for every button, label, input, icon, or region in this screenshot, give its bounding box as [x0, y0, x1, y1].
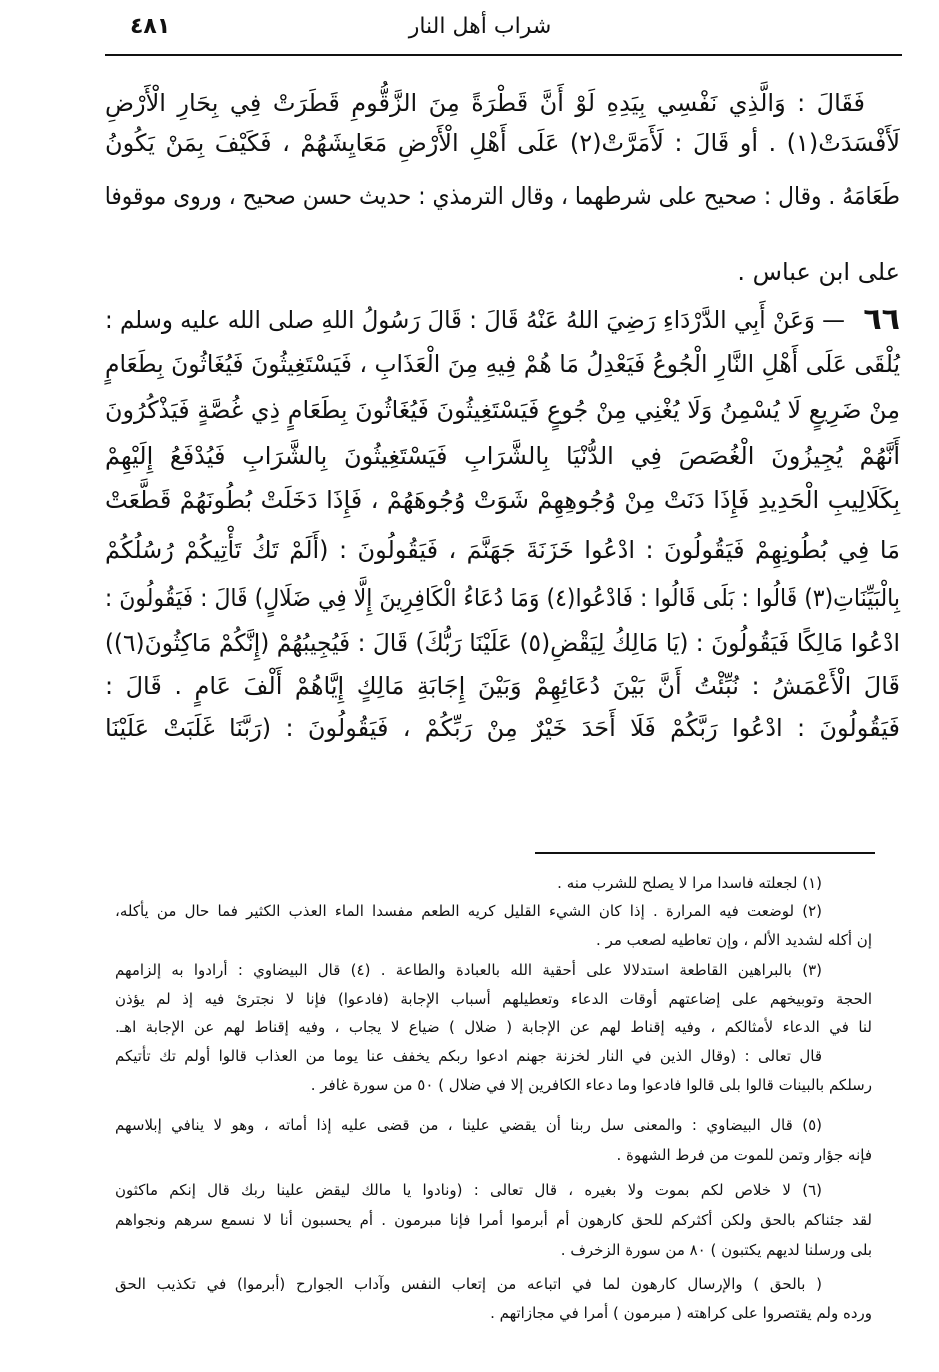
- hadith-number-text: ٦٦: [863, 302, 900, 337]
- footnote-line: لقد جئناكم بالحق ولكن أكثركم للحق كارهون أم أبرموا أمرا فإنا مبرمون . أم يحسبون أنا لا نسمع سرهم ونجواهم: [115, 1211, 872, 1229]
- text-line: طَعَامَهُ . وقال : صحيح على شرطهما ، وقال الترمذي : حديث حسن صحيح ، وروى موقوفا: [104, 182, 900, 210]
- text-line: مَا فِي بُطُونِهِمْ فَيَقُولُونَ : ادْعُوا خَزَنَةَ جَهَنَّمَ ، فَيَقُولُونَ : (أَلَمْ تَكُ تَأْتِيكُمْ رُسُلُكُمْ: [105, 536, 900, 564]
- text-line: يُلْقَى عَلَى أَهْلِ النَّارِ الْجُوعُ فَيَعْدِلُ مَا هُمْ فِيهِ مِنَ الْعَذَابِ ، فَيَسْتَغِيثُونَ فَيُغَاثُونَ بِطَعَامٍ: [105, 350, 900, 378]
- footnote-line: فإنه جؤار وتمن للموت من فرط الشهوة .: [616, 1146, 872, 1164]
- text-line: بِكَلَالِيبِ الْحَدِيدِ فَإِذَا دَنَتْ مِنْ وُجُوهِهِمْ شَوَتْ وُجُوهَهُمْ ، فَإِذَا دَخَلَتْ بُطُونَهُمْ قَطَّعَتْ: [105, 486, 900, 514]
- footnote-line: لنا في الدعاء لأمثالكم ، وفيه إقناط لهم عن الإجابة ( ضلال ) ضياع لا يجاب ، وفيه إقناط لهم عن الإجابة اهـ.: [115, 1018, 872, 1036]
- text-line: أَنَّهُمْ يُجِيزُونَ الْغُصَصَ فِي الدُّنْيَا بِالشَّرَابِ فَيَسْتَغِيثُونَ بِالشَّرَابِ فَيُدْفَعُ إِلَيْهِمْ: [105, 442, 900, 470]
- footnote-line: (٦) لا خلاص لكم بموت ولا بغيره ، قال تعالى : (ونادوا يا مالك ليقض علينا ربك قال إنكم ماكثون: [115, 1181, 822, 1199]
- text-line: على ابن عباس .: [737, 258, 900, 286]
- footnote-line: بلى ورسلنا لديهم يكتبون ) ٨٠ من سورة الزخرف .: [560, 1241, 872, 1259]
- footnote-line: الحجة وتوبيخهم على إضاعتهم أوقات الدعاء وتعطيلهم أسباب الإجابة (فادعوا) فإنا لا نجترئ فيه إذ لم يؤذن: [115, 990, 872, 1008]
- footnote-rule: [535, 852, 875, 854]
- footnote-line: ورده ولم يقتصروا على كراهته ( مبرمون ) أمرا في مجازاتهم .: [490, 1304, 872, 1322]
- running-title: شراب أهل النار: [408, 14, 552, 39]
- footnote-line: إن أكله لشديد الألم ، وإن تعاطيه لصعب مر .: [596, 931, 872, 949]
- footnote-line: قال تعالى : (وقال الذين في النار لخزنة جهنم ادعوا ربكم يخفف عنا يوما من العذاب قالوا أولم تك تأتيكم: [115, 1047, 822, 1065]
- text-line: لَأَفْسَدَتْ(١) . أو قَالَ : لَأَمَرَّتْ(٢) عَلَى أَهْلِ الْأَرْضِ مَعَايِشَهُمْ ، فَكَيْفَ بِمَنْ يَكُونُ: [105, 129, 900, 157]
- footnote-line: ( بالحق ) والإرسال كارهون لما في اتباعه من إتعاب النفس وآداب الجوارح (أبرموا) في تكذيب الحق: [115, 1275, 822, 1293]
- footnote-line: (١) لجعلته فاسدا مرا لا يصلح للشرب منه .: [557, 874, 822, 892]
- text-line: قَالَ الْأَعْمَشُ : نُبِّئْتُ أَنَّ بَيْنَ دُعَائِهِمْ وَبَيْنَ إِجَابَةِ مَالِكٍ إِيَّاهُمْ أَلْفَ عَامٍ . قَالَ :: [105, 672, 900, 700]
- page-number: ٤٨١: [130, 14, 171, 39]
- footnote-line: (٥) قال البيضاوي : والمعنى سل ربنا أن يقضي علينا ، من قضى عليه إذا أماته ، وهو لا ينافي إبلاسهم: [115, 1116, 822, 1134]
- text-line: فَقَالَ : وَالَّذِي نَفْسِي بِيَدِهِ لَوْ أَنَّ قَطْرَةً مِنَ الزَّقُّومِ قَطَرَتْ فِي بِحَارِ الْأَرْضِ: [105, 89, 865, 117]
- text-line: — وَعَنْ أَبِي الدَّرْدَاءِ رَضِيَ اللهُ عَنْهُ قَالَ : قَالَ رَسُولُ اللهِ صلى الله عليه وسلم :: [105, 306, 845, 334]
- footnote-line: (٢) لوضعت فيه المرارة . إذا كان الشيء القليل كريه الطعم مفسدا الماء العذب الكثير فما حال من يأكله،: [115, 902, 822, 920]
- footnote-line: رسلكم بالبينات قالوا بلى قالوا فادعوا وما دعاء الكافرين إلا في ضلال ) ٥٠ من سورة غافر .: [310, 1076, 872, 1094]
- text-line: مِنْ ضَرِيعٍ لَا يُسْمِنُ وَلَا يُغْنِي مِنْ جُوعٍ فَيَسْتَغِيثُونَ فَيُغَاثُونَ بِطَعَامٍ ذِي غُصَّةٍ فَيَذْكُرُونَ: [105, 396, 900, 424]
- header-rule: [105, 54, 902, 56]
- text-line: ادْعُوا مَالِكًا فَيَقُولُونَ : (يَا مَالِكُ لِيَقْضِ(٥) عَلَيْنَا رَبُّكَ) قَالَ : فَيُجِيبُهُمْ (إِنَّكُمْ مَاكِثُونَ(٦)): [104, 629, 900, 657]
- footnote-line: (٣) بالبراهين القاطعة استدلالا على أحقية الله بالعبادة والطاعة . (٤) قال البيضاوي : أرادوا به إلزامهم: [115, 961, 822, 979]
- text-line: فَيَقُولُونَ : ادْعُوا رَبَّكُمْ فَلَا أَحَدَ خَيْرٌ مِنْ رَبِّكُمْ ، فَيَقُولُونَ : (رَبَّنَا غَلَبَتْ عَلَيْنَا: [105, 714, 900, 742]
- text-line: بِالْبَيِّنَاتِ(٣) قَالُوا : بَلَى قَالُوا : فَادْعُوا(٤) وَمَا دُعَاءُ الْكَافِرِينَ إِلَّا فِي ضَلَالٍ) قَالَ : فَيَقُولُونَ :: [104, 584, 900, 612]
